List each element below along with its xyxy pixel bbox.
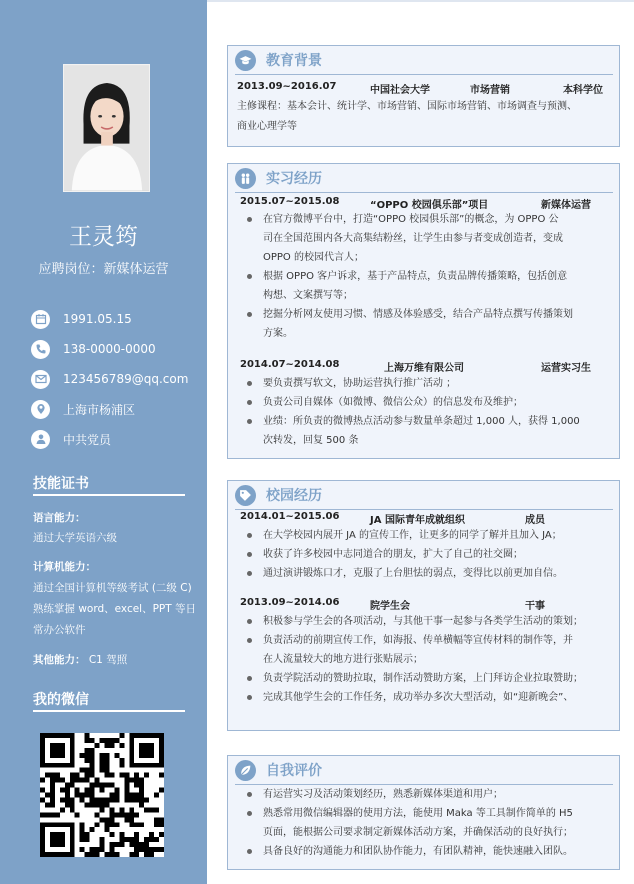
exp2-bullets xyxy=(242,612,618,707)
contact-birthday xyxy=(31,309,132,329)
exp1-date: 2014.01~2015.06 xyxy=(240,511,340,522)
list-item: 挖掘分析网友使用习惯、情感及体验感受，结合产品特点撰写传播策划 方案。 xyxy=(242,305,614,343)
top-divider xyxy=(207,0,634,2)
education-title: 教育背景 xyxy=(266,53,322,69)
candidate-name: 王灵筠 xyxy=(69,224,138,250)
list-item: 具备良好的沟通能力和团队协作能力，有团队精神，能快速融入团队。 xyxy=(242,842,618,861)
skills-lang-text: 通过大学英语六级 xyxy=(33,532,117,544)
list-item: 业绩：所负责的微博热点活动参与数量单条超过 1,000 人，获得 1,000 次转发，回复 500 条 xyxy=(242,412,614,450)
edu-degree: 本科学位 xyxy=(563,85,603,96)
contact-phone xyxy=(31,339,156,359)
list-item: 负责活动的前期宣传工作，如海报、传单横幅等宣传材料的制作等，并 在人流量较大的地方进行张贴展示； xyxy=(242,631,618,669)
edu-school: 中国社会大学 xyxy=(370,85,430,96)
skills-divider xyxy=(33,494,185,496)
skills-other: 其他能力： C1 驾照 xyxy=(33,654,128,666)
exp1-role: 成员 xyxy=(525,515,545,526)
graduation-cap-icon xyxy=(235,50,256,71)
job2-org: 上海万维有限公司 xyxy=(384,363,464,374)
exp1-org: JA 国际青年成就组织 xyxy=(370,515,465,526)
self-eval-header xyxy=(235,756,613,785)
list-item: 有运营实习及活动策划经历，熟悉新媒体渠道和用户； xyxy=(242,785,618,804)
contact-email xyxy=(31,369,188,389)
job2-date: 2014.07~2014.08 xyxy=(240,359,340,370)
list-item: 负责学院活动的赞助拉取，制作活动赞助方案，上门拜访企业拉取赞助； xyxy=(242,669,618,688)
phone-icon xyxy=(31,340,50,359)
contact-address xyxy=(31,399,135,419)
job-target: 应聘岗位：新媒体运营 xyxy=(38,262,169,277)
person-icon xyxy=(31,430,50,449)
edu-courses-line2: 商业心理学等 xyxy=(237,121,297,132)
skills-heading: 技能证书 xyxy=(33,476,89,492)
education-header xyxy=(235,46,613,75)
contact-text: 中共党员 xyxy=(63,432,112,447)
job1-role: 新媒体运营 xyxy=(541,200,591,211)
list-item: 完成其他学生会的工作任务，成功举办多次大型活动，如“迎新晚会”、 xyxy=(242,688,618,707)
mail-icon xyxy=(31,370,50,389)
internship-card xyxy=(227,163,620,459)
job1-bullets xyxy=(242,210,614,343)
calendar-icon xyxy=(31,310,50,329)
list-item: 在官方微博平台中，打造“OPPO 校园俱乐部”的概念，为 OPPO 公 司在全国范围内各大高集结粉丝，让学生由参与者变成创造者，变成 OPPO 的校园代言人； xyxy=(242,210,614,267)
list-item: 积极参与学生会的各项活动，与其他干事一起参与各类学生活动的策划； xyxy=(242,612,618,631)
job1-org: “OPPO 校园俱乐部”项目 xyxy=(370,200,489,211)
edu-major: 市场营销 xyxy=(470,85,510,96)
job2-bullets xyxy=(242,374,614,450)
contact-text: 1991.05.15 xyxy=(63,312,132,326)
internship-header xyxy=(235,164,613,193)
skills-comp-label: 计算机能力： xyxy=(33,561,96,573)
wechat-heading: 我的微信 xyxy=(33,692,89,708)
education-card xyxy=(227,45,620,147)
contact-political xyxy=(31,429,111,449)
self-eval-bullets xyxy=(242,785,618,861)
campus-title: 校园经历 xyxy=(266,488,322,504)
tag-icon xyxy=(235,485,256,506)
contact-text: 138-0000-0000 xyxy=(63,342,156,356)
exp2-org: 院学生会 xyxy=(370,601,410,612)
profile-photo xyxy=(63,64,150,192)
exp1-bullets xyxy=(242,526,618,583)
self-eval-title: 自我评价 xyxy=(266,763,322,779)
edu-date: 2013.09~2016.07 xyxy=(237,81,337,92)
contact-text: 上海市杨浦区 xyxy=(63,402,136,417)
exp2-role: 干事 xyxy=(525,601,545,612)
contact-text: 123456789@qq.com xyxy=(63,372,189,386)
exp2-date: 2013.09~2014.06 xyxy=(240,597,340,608)
job2-role: 运营实习生 xyxy=(541,363,591,374)
wechat-qr-code xyxy=(40,733,164,857)
internship-title: 实习经历 xyxy=(266,171,322,187)
skills-comp-line3: 常办公软件 xyxy=(33,624,86,636)
list-item: 在大学校园内展开 JA 的宣传工作，让更多的同学了解并且加入 JA； xyxy=(242,526,618,545)
skills-comp-line2: 熟练掌握 word、excel、PPT 等日 xyxy=(33,603,197,615)
job1-date: 2015.07~2015.08 xyxy=(240,196,340,207)
edu-courses-line1: 主修课程：基本会计、统计学、市场营销、国际市场营销、市场调查与预测、 xyxy=(237,101,577,112)
list-item: 根据 OPPO 客户诉求，基于产品特点，负责品牌传播策略，包括创意 构想、文案撰写等； xyxy=(242,267,614,305)
skills-comp-line1: 通过全国计算机等级考试 (二级 C) xyxy=(33,582,192,594)
leaf-icon xyxy=(235,760,256,781)
wechat-divider xyxy=(33,710,185,712)
list-item: 收获了许多校园中志同道合的朋友，扩大了自己的社交圈； xyxy=(242,545,618,564)
list-item: 熟悉常用微信编辑器的使用方法，能使用 Maka 等工具制作简单的 H5 页面，能根据公司要求制定新媒体活动方案，并确保活动的良好执行； xyxy=(242,804,618,842)
sidebar xyxy=(0,0,207,884)
self-eval-card xyxy=(227,755,620,870)
skills-lang-label: 语言能力： xyxy=(33,512,86,524)
people-icon xyxy=(235,168,256,189)
campus-header xyxy=(235,481,613,510)
list-item: 通过演讲锻炼口才，克服了上台胆怯的弱点，变得比以前更加自信。 xyxy=(242,564,618,583)
list-item: 要负责撰写软文，协助运营执行推广活动 ； xyxy=(242,374,614,393)
campus-card xyxy=(227,480,620,731)
location-icon xyxy=(31,400,50,419)
list-item: 负责公司自媒体（如微博、微信公众）的信息发布及维护； xyxy=(242,393,614,412)
